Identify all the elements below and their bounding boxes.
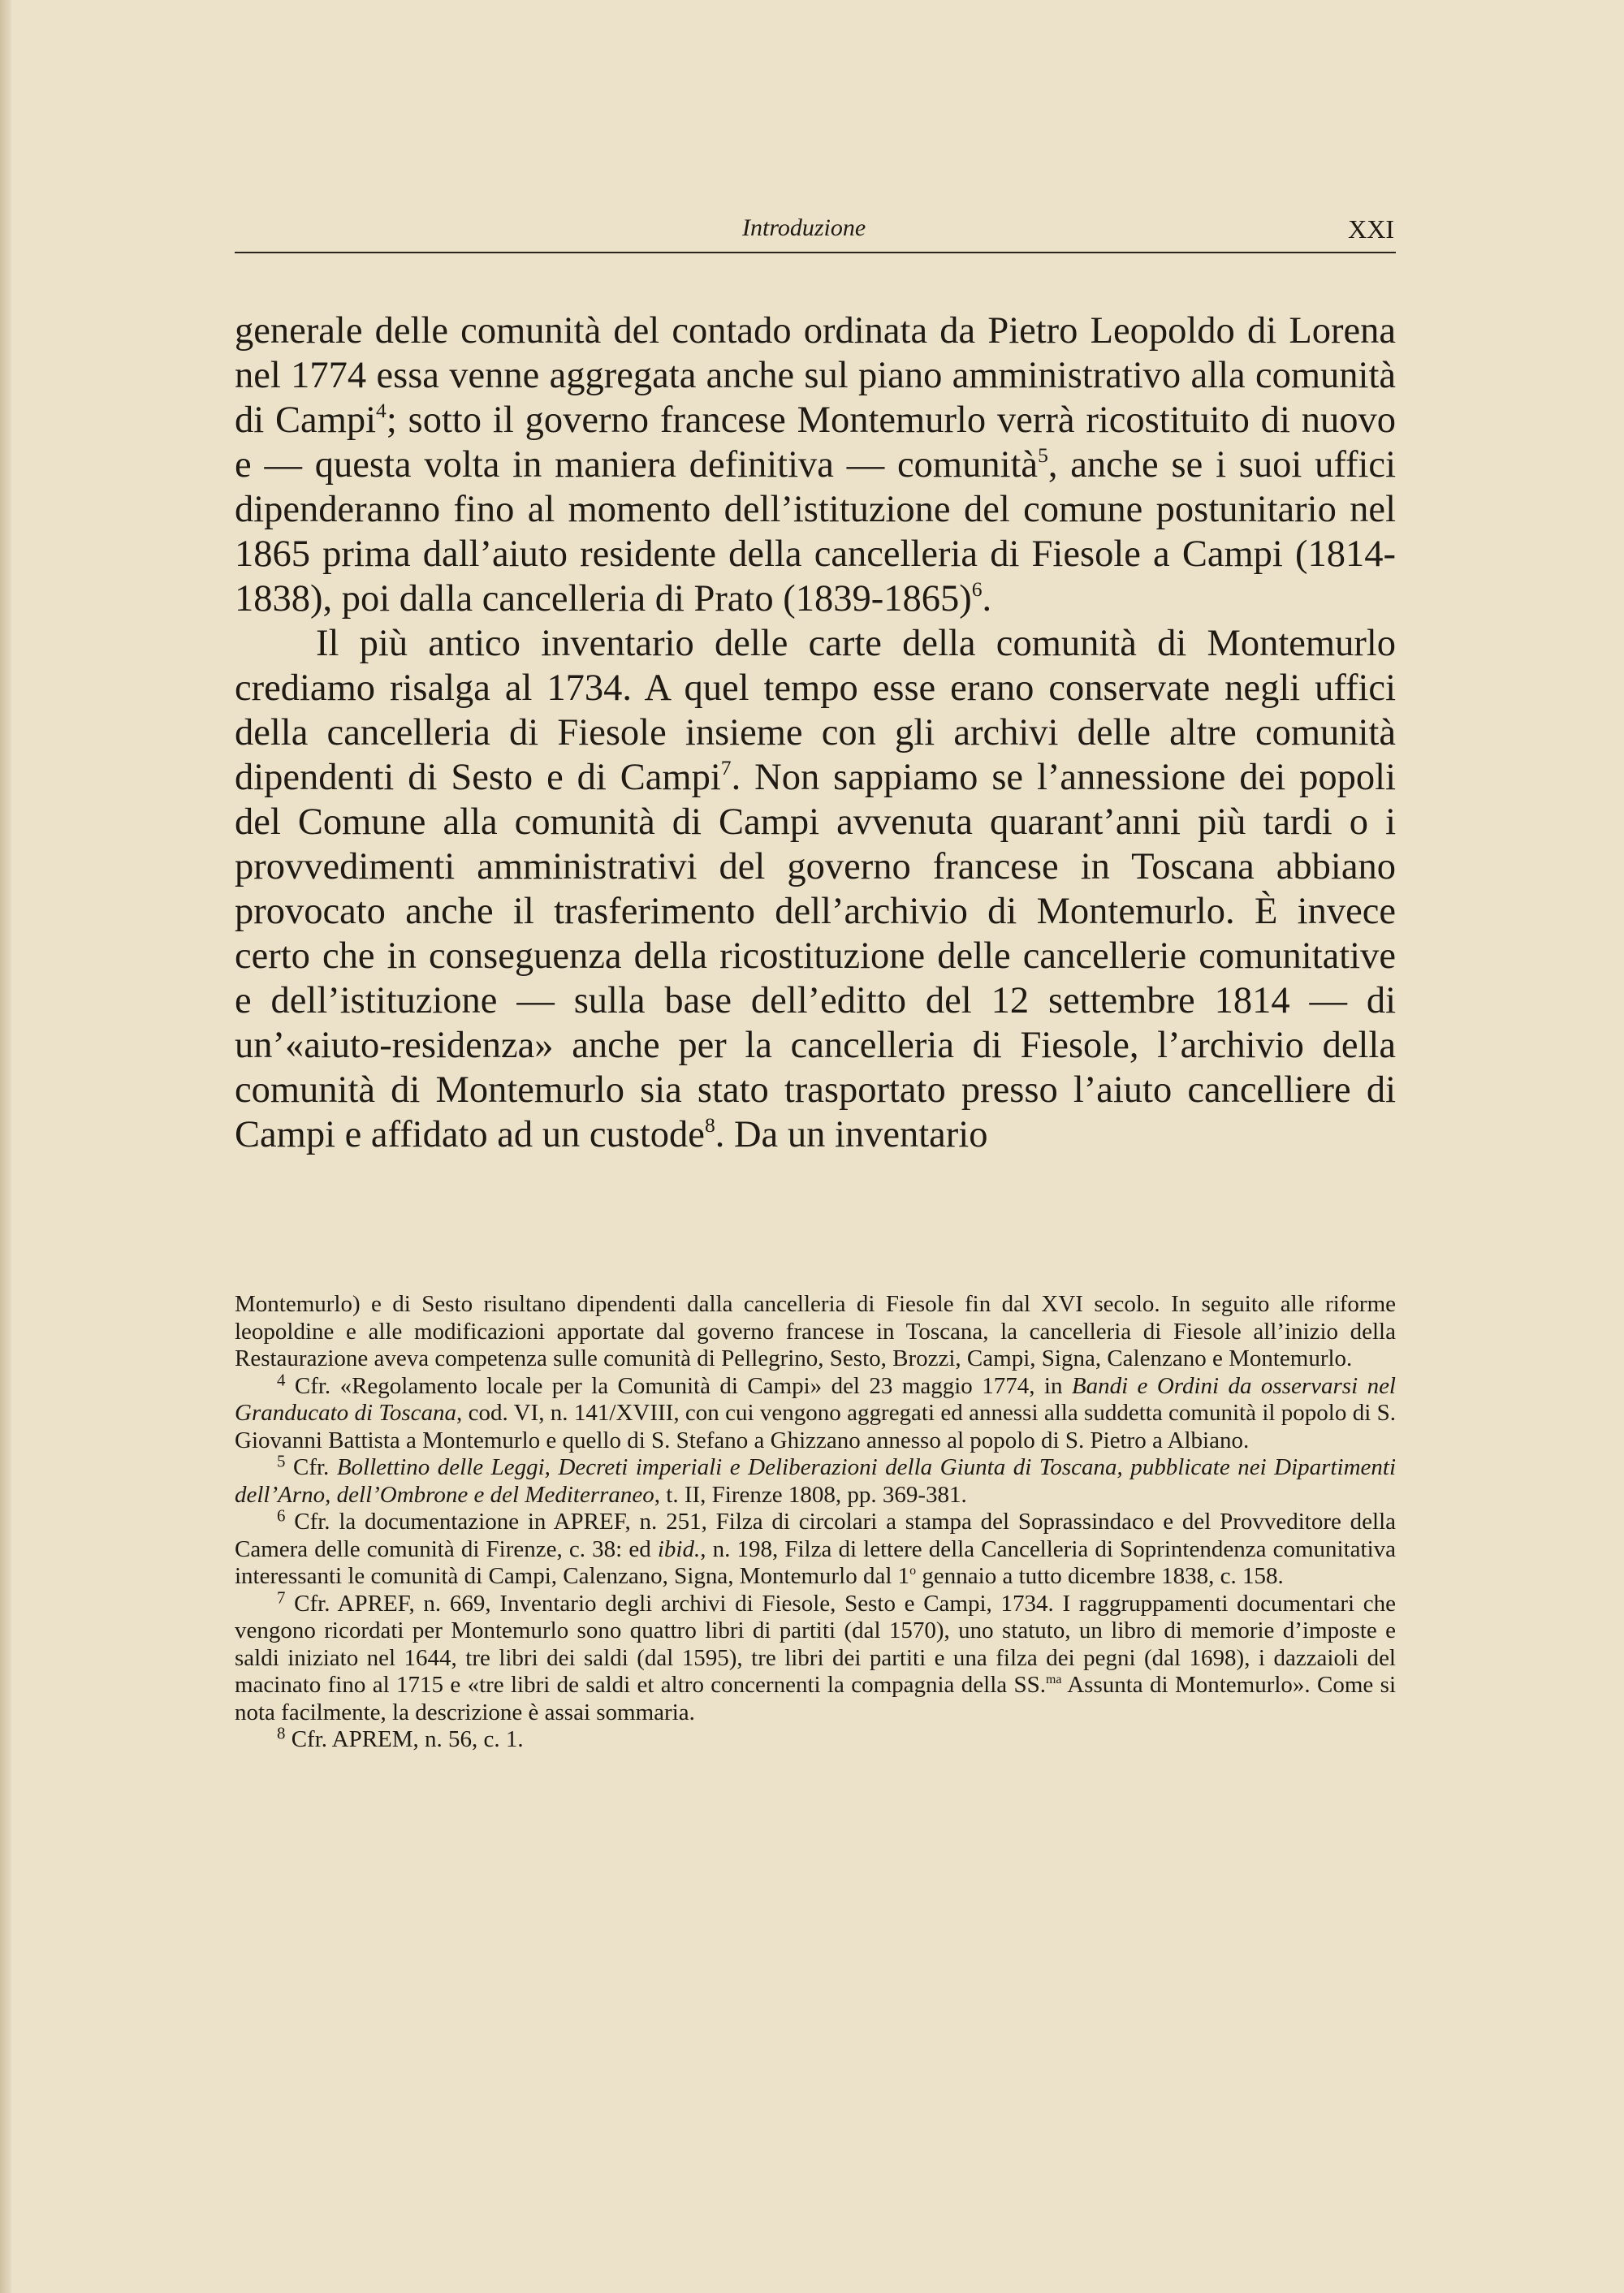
text-run: ; sotto il governo francese Montemurlo verrà ricostituito di nuovo e — questa volta in maniera definitiva — comunità <box>235 399 1396 486</box>
page-number: XXI <box>1348 214 1394 244</box>
footnote-continuation: Montemurlo) e di Sesto risultano dipendenti dalla cancelleria di Fiesole fin dal XVI secolo. In seguito alle riforme leopoldine e alle modificazioni apportate dal governo francese in Toscana, la cancelleria di Fiesole all’inizio della Restaurazione aveva competenza sulle comunità di Pellegrino, Sesto, Brozzi, Campi, Signa, Calenzano e Montemurlo. <box>235 1291 1396 1371</box>
text-run: gennaio a tutto dicembre 1838, c. 158. <box>916 1563 1284 1589</box>
text-run: , anche se i suoi uffici dipenderanno fino al momento dell’istituzione del comune postunitario nel 1865 prima dall’aiuto residente della cancelleria di Fiesole a Campi (1814-1838), poi dalla cancelleria di Prato (1839-1865) <box>235 444 1396 620</box>
text-run: Cfr. APREF, n. 669, Inventario degli archivi di Fiesole, Sesto e Campi, 1734. I raggruppamenti documentari che vengono ricordati per Montemurlo sono quattro libri di partiti (dal 1570), uno statuto, un libro di memorie d’imposte e saldi iniziato nel 1644, tre libri dei saldi (dal 1595), tre libri dei partiti e una filza dei pegni (dal 1698), i dazzaioli del macinato fino al 1715 e «tre libri de saldi et altro concernenti la compagnia della SS. <box>235 1590 1396 1698</box>
text-run: , cod. VI, n. 141/XVIII, con cui vengono aggregati ed annessi alla suddetta comunità il popolo di S. Giovanni Battista a Montemurlo e quello di S. Stefano a Ghizzano annesso al popolo di S. Pietro a Albiano. <box>235 1400 1396 1453</box>
ordinal-superscript: o <box>909 1563 917 1578</box>
text-run: Il più antico inventario delle carte della comunità di Montemurlo crediamo risalga al 1734. A quel tempo esse erano conservate negli uffici della cancelleria di Fiesole insieme con gli archivi delle altre comunità dipendenti di Sesto e di Campi <box>235 623 1396 798</box>
footnote-4 <box>235 1370 1396 1455</box>
footnote-number: 8 <box>277 1723 286 1743</box>
footnote-ref-8: 8 <box>704 1113 715 1138</box>
text-run: . Non sappiamo se l’annessione dei popoli del Comune alla comunità di Campi avvenuta quarant’anni più tardi o i provvedimenti amministrativi del governo francese in Toscana abbiano provocato anche il trasferimento dell’archivio di Montemurlo. È invece certo che in conseguenza della ricostituzione delle cancellerie comunitative e dell’istituzione — sulla base dell’editto del 12 settembre 1814 — di un’«aiuto-residenza» anche per la cancelleria di Fiesole, l’archivio della comunità di Montemurlo sia stato trasportato presso l’aiuto cancelliere di Campi e affidato ad un custode <box>235 757 1396 1155</box>
footnote-ref-6: 6 <box>971 577 983 602</box>
running-header <box>235 213 1396 253</box>
main-text <box>235 309 1396 1157</box>
paragraph-1 <box>235 309 1396 621</box>
footnote-ref-7: 7 <box>720 756 732 780</box>
italic-title: Bollettino delle Leggi, Decreti imperiali e Deliberazioni della Giunta di Toscana, pubblicate nei Dipartimenti dell’Arno, dell’Ombrone e del Mediterraneo <box>235 1454 1397 1508</box>
footnote-8 <box>235 1723 1396 1754</box>
paragraph-2 <box>235 621 1396 1157</box>
footnote-number: 4 <box>277 1370 286 1390</box>
footnote-5 <box>235 1451 1397 1509</box>
text-run: . Da un inventario <box>715 1114 988 1155</box>
text-run: . <box>982 578 992 620</box>
footnote-number: 6 <box>277 1505 286 1526</box>
italic-title: Bandi e Ordini da osservarsi nel Granducato di Toscana <box>235 1372 1396 1426</box>
text-run: Cfr. la documentazione in APREF, n. 251, Filza di circolari a stampa del Soprassindaco e del Provveditore della Camera delle comunità di Firenze, c. 38: ed <box>235 1509 1397 1562</box>
text-run: Cfr. <box>292 1454 337 1480</box>
footnote-ref-5: 5 <box>1038 443 1048 468</box>
footnote-number: 5 <box>277 1451 286 1471</box>
text-run: Cfr. «Regolamento locale per la Comunità di Campi» del 23 maggio 1774, in <box>294 1372 1072 1399</box>
text-run: generale delle comunità del contado ordinata da Pietro Leopoldo di Lorena nel 1774 essa venne aggregata anche sul piano amministrativo alla comunità di Campi <box>235 310 1396 441</box>
text-run: Cfr. APREM, n. 56, c. 1. <box>291 1726 524 1752</box>
text-run: Assunta di Montemurlo». Come si nota facilmente, la descrizione è assai sommaria. <box>235 1672 1396 1725</box>
text-run: , t. II, Firenze 1808, pp. 369-381. <box>654 1481 967 1508</box>
abbreviation-superscript: ma <box>1046 1672 1062 1686</box>
italic-title: ibid. <box>657 1535 701 1562</box>
footnotes <box>235 1291 1396 1754</box>
running-title: Introduzione <box>742 214 866 241</box>
text-run: , n. 198, Filza di lettere della Cancelleria di Soprintendenza comunitativa interessanti le comunità di Campi, Calenzano, Signa, Montemurlo dal 1 <box>235 1535 1396 1589</box>
page-binding-edge <box>0 0 11 2293</box>
footnote-number: 7 <box>277 1587 286 1608</box>
footnote-ref-4: 4 <box>376 399 387 423</box>
footnote-7 <box>235 1587 1396 1727</box>
footnote-6 <box>235 1505 1397 1591</box>
